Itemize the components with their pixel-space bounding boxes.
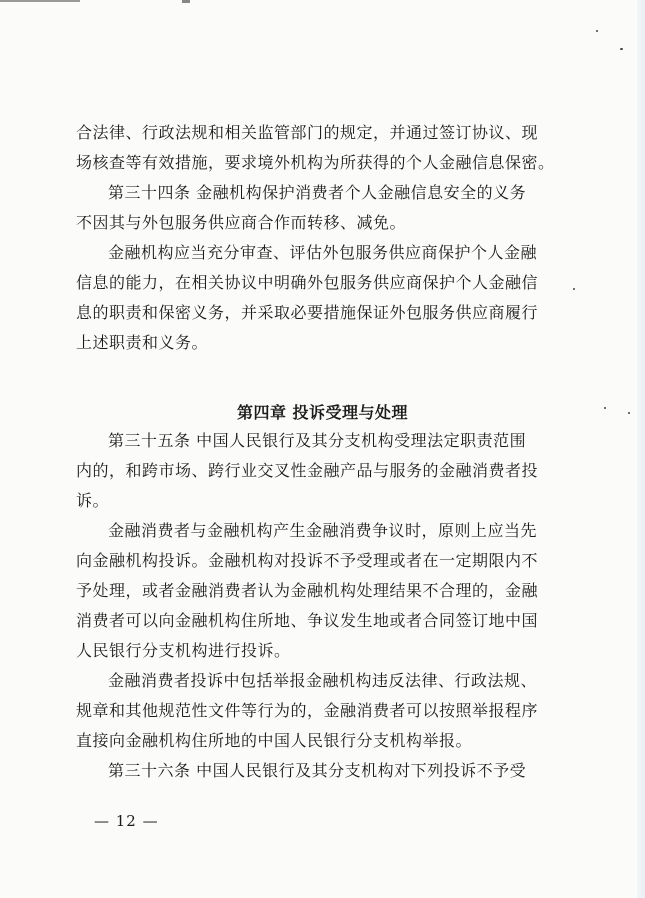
scan-speck — [573, 288, 575, 290]
top-rule — [0, 0, 80, 2]
text-line: 息的职责和保密义务，并采取必要措施保证外包服务供应商履行 — [76, 303, 539, 322]
text-line: 金融机构应当充分审查、评估外包服务供应商保护个人金融 — [108, 243, 538, 262]
scan-speck — [620, 48, 623, 50]
text-line: 场核查等有效措施，要求境外机构为所获得的个人金融信息保密。 — [76, 153, 555, 172]
page-edge — [637, 0, 645, 898]
text-line: 第三十四条 金融机构保护消费者个人金融信息安全的义务 — [108, 183, 527, 202]
paragraph — [76, 238, 566, 358]
paragraph — [76, 118, 566, 178]
text-line: 上述职责和义务。 — [76, 333, 209, 352]
scan-speck — [596, 30, 598, 32]
text-line: 合法律、行政法规和相关监管部门的规定，并通过签订协议、现 — [76, 123, 539, 142]
text-line: 第三十五条 中国人民银行及其分支机构受理法定职责范围 — [108, 431, 527, 450]
paragraph — [76, 666, 566, 756]
text-line: 第三十六条 中国人民银行及其分支机构对下列投诉不予受 — [108, 761, 527, 780]
text-line: 规章和其他规范性文件等行为的，金融消费者可以按照举报程序 — [76, 701, 539, 720]
paragraph-article-34 — [76, 178, 566, 238]
paragraph — [76, 516, 566, 666]
text-line: 金融消费者投诉中包括举报金融机构违反法律、行政法规、 — [108, 671, 538, 690]
paragraph-article-36 — [76, 756, 566, 786]
text-line: 不因其与外包服务供应商合作而转移、减免。 — [76, 213, 407, 232]
text-line: 内的，和跨市场、跨行业交叉性金融产品与服务的金融消费者投 — [76, 461, 539, 480]
text-line: 诉。 — [76, 491, 110, 510]
text-line: 予处理，或者金融消费者认为金融机构处理结果不合理的，金融 — [76, 581, 539, 600]
chapter-title: 第四章 投诉受理与处理 — [236, 403, 409, 422]
text-line: 消费者可以向金融机构住所地、争议发生地或者合同签订地中国 — [76, 611, 539, 630]
text-line: 人民银行分支机构进行投诉。 — [76, 641, 291, 660]
paragraph-article-35 — [76, 426, 566, 516]
text-line: 直接向金融机构住所地的中国人民银行分支机构举报。 — [76, 731, 473, 750]
top-mark — [182, 0, 190, 3]
text-line: 金融消费者与金融机构产生金融消费争议时，原则上应当先 — [108, 521, 538, 540]
text-line: 信息的能力，在相关协议中明确外包服务供应商保护个人金融信 — [76, 273, 539, 292]
body-section-2 — [76, 426, 566, 786]
page-number: — 12 — — [94, 812, 159, 830]
text-line: 向金融机构投诉。金融机构对投诉不予受理或者在一定期限内不 — [76, 551, 539, 570]
body-section-1 — [76, 118, 566, 358]
